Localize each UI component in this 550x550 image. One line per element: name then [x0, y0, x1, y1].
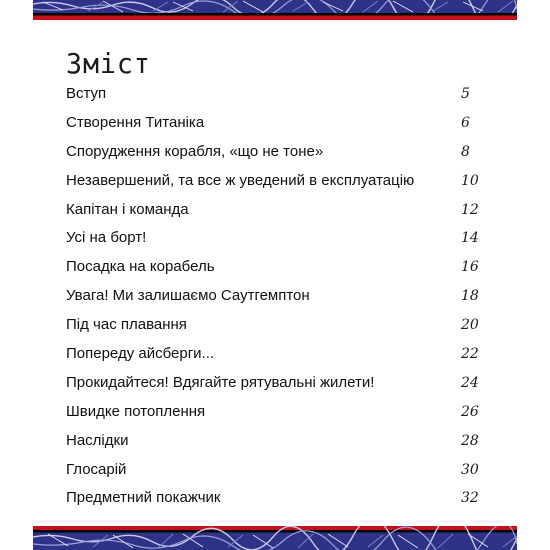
- toc-entry-label: Спорудження корабля, «що не тоне»: [66, 142, 324, 160]
- toc-entry-page: 12: [461, 201, 479, 218]
- toc-entry-page: 30: [461, 461, 479, 478]
- top-decorative-band: [33, 0, 517, 20]
- toc-entry-label: Вступ: [66, 85, 107, 102]
- toc-entry-label: Під час плавання: [66, 316, 187, 334]
- toc-entry-label: Усі на борт!: [66, 229, 147, 247]
- toc-entry-label: Прокидайтеся! Вдягайте рятувальні жилети!: [66, 373, 375, 391]
- toc-entry-page: 10: [461, 172, 479, 189]
- toc-entry-page: 18: [461, 288, 479, 305]
- toc-entry: [66, 484, 486, 513]
- toc-entry-page: 8: [461, 143, 470, 160]
- toc-entry-label: Увага! Ми залишаємо Саутгемптон: [66, 287, 310, 305]
- toc-entry: [66, 311, 486, 340]
- toc-entry: [66, 398, 486, 427]
- top-band-pattern: [33, 0, 517, 20]
- toc-entry: [66, 456, 486, 485]
- toc-entry: [66, 224, 486, 253]
- toc-entry-label: Посадка на корабель: [66, 258, 215, 276]
- toc-entry-label: Швидке потоплення: [66, 402, 206, 420]
- bottom-band-pattern: [33, 526, 517, 550]
- toc-entry: [66, 196, 486, 225]
- table-of-contents: [66, 80, 486, 513]
- toc-entry: [66, 138, 486, 167]
- toc-entry-page: 26: [461, 403, 479, 420]
- toc-entry-label: Створення Титаніка: [66, 113, 205, 131]
- toc-entry: [66, 80, 486, 109]
- toc-entry-label: Незавершений, та все ж уведений в експлуатацію: [66, 171, 415, 189]
- toc-entry-page: 24: [461, 374, 479, 391]
- toc-entry: [66, 282, 486, 311]
- toc-entry-page: 22: [461, 346, 479, 363]
- toc-entry-page: 28: [461, 432, 479, 449]
- toc-entry-page: 16: [461, 259, 479, 276]
- toc-entry-page: 6: [461, 114, 470, 131]
- toc-entry: [66, 109, 486, 138]
- toc-entry: [66, 167, 486, 196]
- toc-entry-label: Предметний покажчик: [66, 489, 221, 507]
- toc-entry-page: 20: [461, 317, 479, 334]
- toc-entry: [66, 253, 486, 282]
- toc-entry-label: Глосарій: [66, 460, 127, 478]
- toc-entry: [66, 427, 486, 456]
- toc-entry-page: 32: [461, 490, 479, 507]
- page-title: Зміст: [66, 46, 151, 80]
- toc-entry-page: 5: [461, 86, 470, 102]
- toc-entry: [66, 340, 486, 369]
- toc-entry: [66, 369, 486, 398]
- toc-entry-page: 14: [461, 230, 479, 247]
- toc-entry-label: Капітан і команда: [66, 200, 189, 218]
- bottom-decorative-band: [33, 526, 517, 550]
- toc-entry-label: Попереду айсберги...: [66, 345, 215, 363]
- toc-entry-label: Наслідки: [66, 431, 129, 449]
